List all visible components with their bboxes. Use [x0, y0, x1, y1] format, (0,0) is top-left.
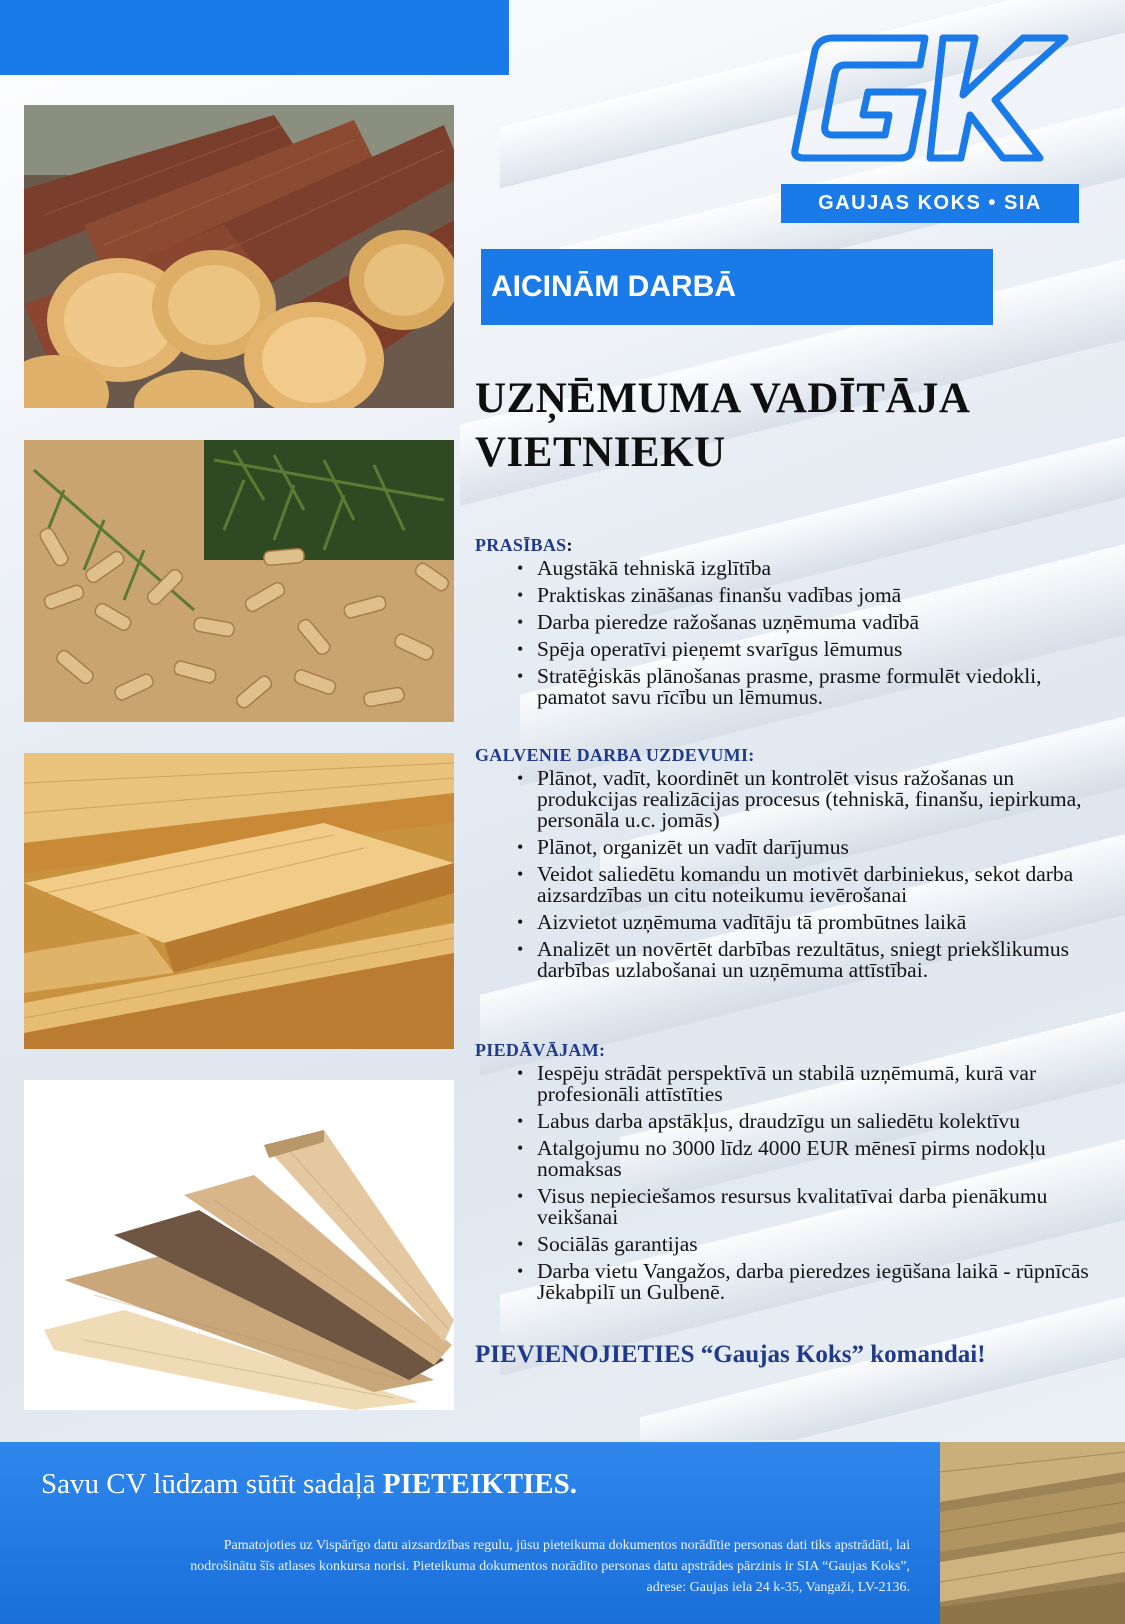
join-call-to-action: PIEVIENOJIETIES “Gaujas Koks” komandai!: [475, 1341, 986, 1368]
list-item: • Iespēju strādāt perspektīvā un stabilā uzņēmumā, kurā var profesionāli attīstīties: [537, 1063, 1115, 1105]
list-item: • Labus darba apstākļus, draudzīgu un saliedētu kolektīvu: [537, 1111, 1115, 1132]
list-item: • Analizēt un novērtēt darbības rezultātus, sniegt priekšlikumus darbības uzlabošanai un uzņēmuma attīstībai.: [537, 939, 1115, 981]
requirements-list: [475, 558, 1115, 708]
company-name-band: GAUJAS KOKS • SIA: [781, 184, 1079, 223]
apply-link[interactable]: PIETEIKTIES.: [382, 1468, 578, 1500]
tasks-list: [475, 768, 1115, 981]
requirements-heading: PRASĪBAS:: [475, 535, 573, 555]
list-item: • Praktiskas zināšanas finanšu vadības jomā: [537, 585, 1115, 606]
offer-section: [475, 1040, 1115, 1309]
footer-wood-image: [940, 1442, 1125, 1624]
list-item: • Stratēģiskās plānošanas prasme, prasme formulēt viedokli, pamatot savu rīcību un lēmumus.: [537, 666, 1115, 708]
list-item: • Plānot, organizēt un vadīt darījumus: [537, 837, 1115, 858]
list-item: • Darba pieredze ražošanas uzņēmuma vadībā: [537, 612, 1115, 633]
top-accent-bar: [0, 0, 509, 75]
requirements-section: [475, 535, 1115, 714]
pellets-photo: [24, 440, 454, 722]
tasks-heading: GALVENIE DARBA UZDEVUMI:: [475, 745, 755, 765]
colored-planks-photo: [24, 1080, 454, 1410]
job-title: [475, 372, 1115, 480]
list-item: • Plānot, vadīt, koordinēt un kontrolēt visus ražošanas un produkcijas realizācijas procesus (tehniskā, finanšu, iepirkuma, personāla u.c. jomās): [537, 768, 1115, 831]
list-item: • Spēja operatīvi pieņemt svarīgus lēmumus: [537, 639, 1115, 660]
job-title-line1: UZŅĒMUMA VADĪTĀJA: [475, 375, 971, 422]
hiring-badge: AICINĀM DARBĀ: [481, 249, 993, 325]
list-item: • Veidot saliedētu komandu un motivēt darbiniekus, sekot darba aizsardzības un citu noteikumu ievērošanai: [537, 864, 1115, 906]
list-item: • Darba vietu Vangažos, darba pieredzes iegūšana laikā - rūpnīcās Jēkabpilī un Gulbenē.: [537, 1261, 1115, 1303]
job-title-line2: VIETNIEKU: [475, 429, 726, 476]
tasks-section: [475, 745, 1115, 987]
list-item: • Atalgojumu no 3000 līdz 4000 EUR mēnesī pirms nodokļu nomaksas: [537, 1138, 1115, 1180]
offer-list: [475, 1063, 1115, 1303]
boards-photo: [24, 753, 454, 1049]
cv-instruction: Savu CV lūdzam sūtīt sadaļā PIETEIKTIES.: [41, 1468, 578, 1500]
list-item: • Visus nepieciešamos resursus kvalitatīvai darba pienākumu veikšanai: [537, 1186, 1115, 1228]
list-item: • Augstākā tehniskā izglītība: [537, 558, 1115, 579]
offer-heading: PIEDĀVĀJAM:: [475, 1040, 606, 1060]
logs-photo: [24, 105, 454, 408]
list-item: • Aizvietot uzņēmuma vadītāju tā prombūtnes laikā: [537, 912, 1115, 933]
list-item: • Sociālās garantijas: [537, 1234, 1115, 1255]
gdpr-notice: Pamatojoties uz Vispārīgo datu aizsardzības regulu, jūsu pieteikuma dokumentos norādītie personas dati tiks apstrādāti, lai nodrošinātu šīs atlases konkursa norisi. Pieteikuma dokumentos norādīto personas datu apstrādes pārzinis ir SIA “Gaujas Koks”, adrese: Gaujas iela 24 k-35, Vangaži, LV-2136.: [190, 1538, 910, 1595]
